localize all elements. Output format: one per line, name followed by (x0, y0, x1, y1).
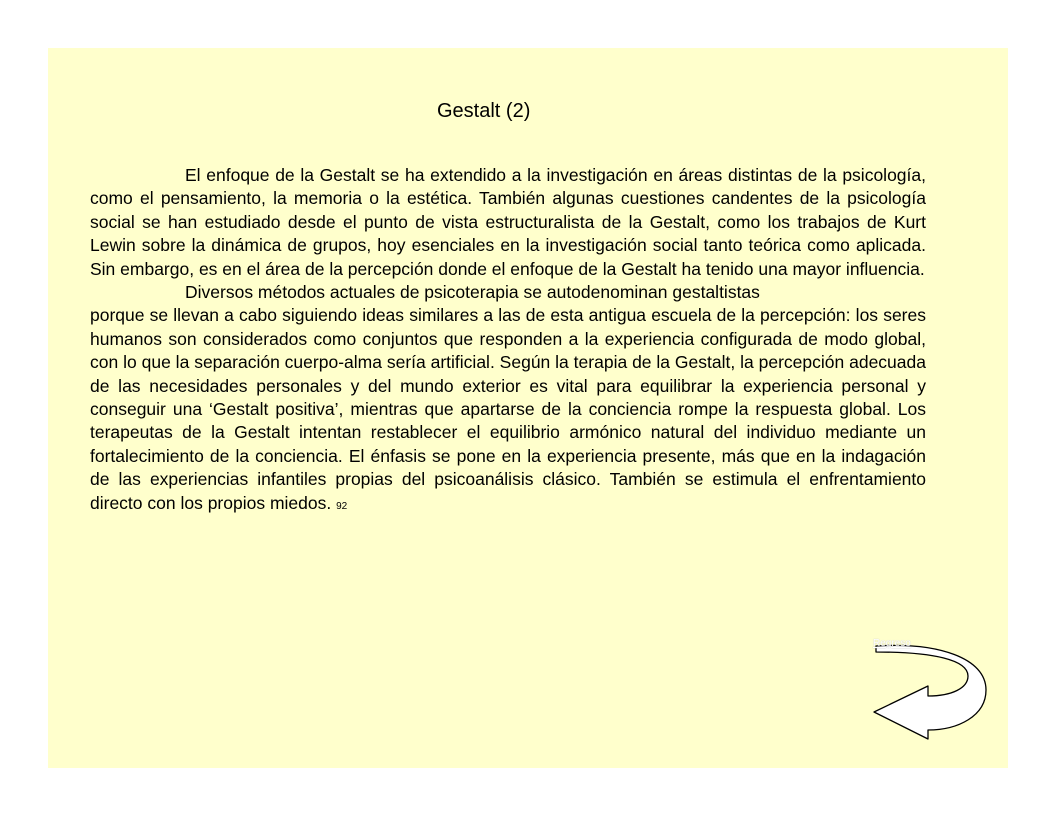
paragraph-2-text: porque se llevan a cabo siguiendo ideas similares a las de esta antigua escuela de la percepción: los seres humanos son considerados como conjuntos que responden a la experiencia configurada de modo global, con lo que la separación cuerpo-alma sería artificial. Según la terapia de la Gestalt, la percepción adecuada de las necesidades personales y del mundo exterior es vital para equilibrar la experiencia personal y conseguir una ‘Gestalt positiva’, mientras que apartarse de la conciencia rompe la respuesta global. Los terapeutas de la Gestalt intentan restablecer el equilibrio armónico natural del individuo mediante un fortalecimiento de la conciencia. El énfasis se pone en la experiencia presente, más que en la indagación de las experiencias infantiles propias del psicoanálisis clásico. También se estimula el enfrentamiento directo con los propios miedos. (90, 305, 926, 513)
back-label[interactable]: Regreso (873, 638, 911, 649)
paragraph-2 (90, 304, 926, 518)
paragraph-2-first-line: Diversos métodos actuales de psicoterapia se autodenominan gestaltistas (185, 282, 760, 303)
paragraph-1: El enfoque de la Gestalt se ha extendido a la investigación en áreas distintas de la psicología, como el pensamiento, la memoria o la estética. También algunas cuestiones candentes de la psicología social se han estudiado desde el punto de vista estructuralista de la Gestalt, como los trabajos de Kurt Lewin sobre la dinámica de grupos, hoy esenciales en la investigación social tanto teórica como aplicada. Sin embargo, es en el área de la percepción donde el enfoque de la Gestalt ha tenido una mayor influencia. (90, 165, 926, 279)
page-number: 92 (336, 500, 348, 512)
curved-return-arrow-icon (868, 638, 998, 748)
back-button[interactable] (868, 638, 998, 748)
page-title: Gestalt (2) (437, 100, 531, 122)
body-text (90, 164, 926, 518)
slide (48, 48, 1008, 768)
